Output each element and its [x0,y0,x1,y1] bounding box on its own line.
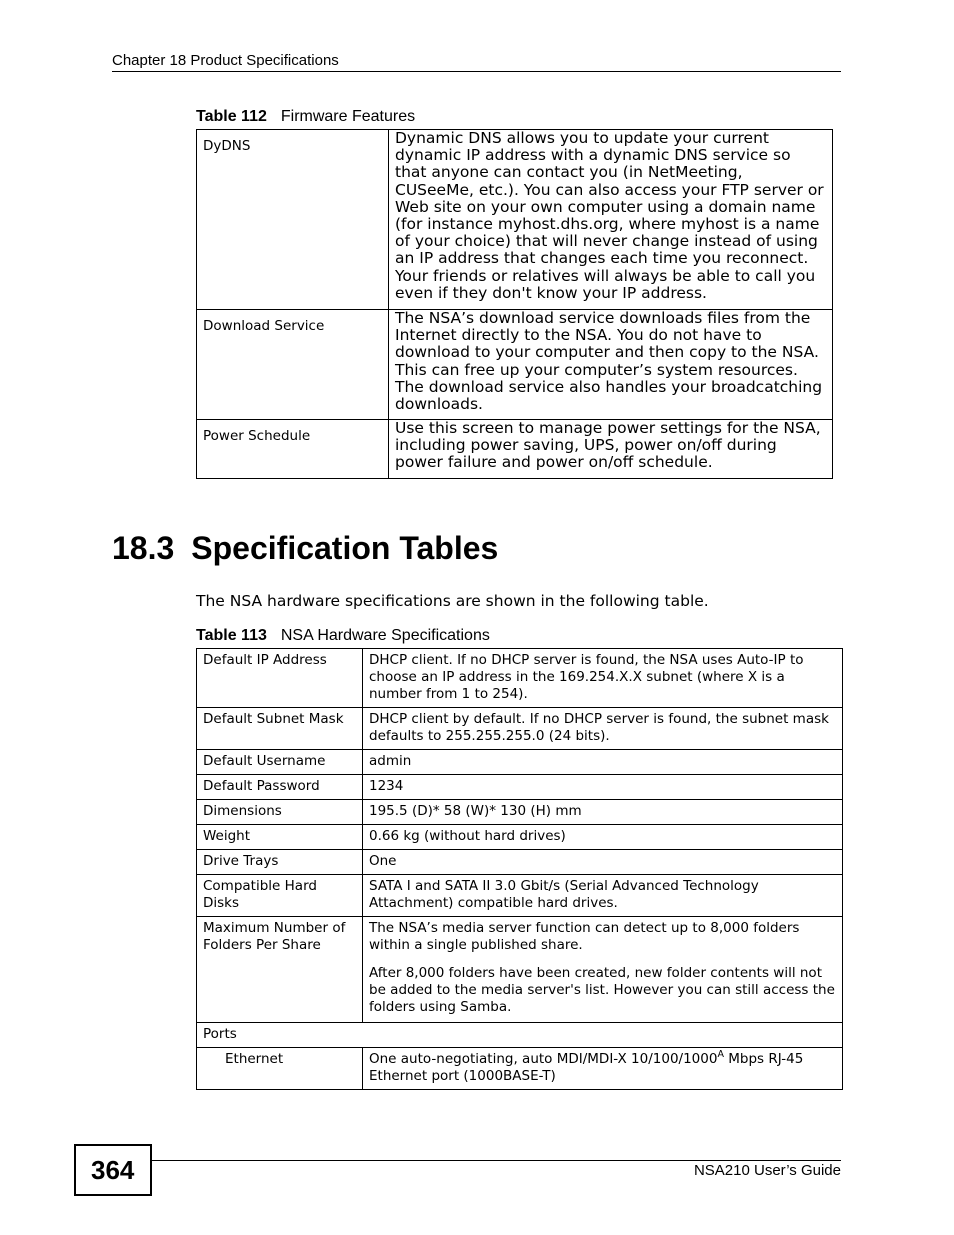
table-112-label: Table 112 [196,108,267,125]
table-row [197,775,843,800]
hardware-specifications-table [196,648,843,1090]
firmware-features-table [196,129,833,479]
table-row [197,1048,843,1090]
table-row [197,708,843,750]
table-row [197,130,833,310]
table-row [197,825,843,850]
ports-group-label: Ports [197,1023,843,1048]
ethernet-value-text: One auto-negotiating, auto MDI/MDI-X 10/100/1000 [369,1051,718,1067]
spec-name: Weight [197,825,363,850]
ethernet-value-text: Mbps RJ-45 Ethernet port (1000BASE-T) [369,1051,804,1084]
spec-value [363,1048,843,1090]
table-112-title: Firmware Features [280,108,416,125]
running-header: Chapter 18 Product Specifications [112,52,339,69]
feature-name: Power Schedule [197,420,389,479]
spec-name: Default IP Address [197,649,363,708]
footer-rule [152,1160,841,1161]
table-row [197,1023,843,1048]
spec-name: Drive Trays [197,850,363,875]
spec-value-paragraph: After 8,000 folders have been created, new folder contents will not be added to the media server's list. However you can still access the folders using Samba. [369,965,835,1015]
footer-guide-title: NSA210 User’s Guide [693,1162,841,1179]
spec-name: Compatible Hard Disks [197,875,363,917]
table-row [197,850,843,875]
table-row [197,800,843,825]
section-heading [112,530,498,567]
table-row [197,917,843,1023]
spec-name: Default Password [197,775,363,800]
spec-value: 0.66 kg (without hard drives) [363,825,843,850]
feature-description: The NSA’s download service downloads files from the Internet directly to the NSA. You do not have to download to your computer and then copy to the NSA. This can free up your computer’s system resources. The download service also handles your broadcatching downloads. [389,310,833,420]
spec-value: 1234 [363,775,843,800]
table-row [197,310,833,420]
section-number: 18.3 [112,530,175,566]
spec-name: Ethernet [197,1048,363,1090]
spec-value: DHCP client by default. If no DHCP server is found, the subnet mask defaults to 255.255.255.0 (24 bits). [363,708,843,750]
footnote-marker: A [717,1049,724,1060]
table-row [197,420,833,479]
spec-value [363,917,843,1023]
table-113-caption [196,627,490,645]
feature-description: Use this screen to manage power settings for the NSA, including power saving, UPS, power on/off during power failure and power on/off schedule. [389,420,833,479]
spec-name: Default Username [197,750,363,775]
table-112-caption [196,108,415,126]
table-row [197,875,843,917]
spec-value-paragraph: The NSA’s media server function can detect up to 8,000 folders within a single published share. [369,920,800,953]
page-number: 364 [74,1144,152,1196]
feature-name: Download Service [197,310,389,420]
table-113-label: Table 113 [196,627,267,644]
spec-name: Default Subnet Mask [197,708,363,750]
feature-name: DyDNS [197,130,389,310]
table-113-title: NSA Hardware Specifications [280,627,490,644]
header-rule [112,71,841,72]
table-row [197,750,843,775]
section-title: Specification Tables [191,530,499,566]
spec-name: Maximum Number of Folders Per Share [197,917,363,1023]
section-intro: The NSA hardware specifications are shown in the following table. [196,592,709,610]
table-row [197,649,843,708]
spec-value: One [363,850,843,875]
spec-name: Dimensions [197,800,363,825]
spec-value: admin [363,750,843,775]
spec-value: SATA I and SATA II 3.0 Gbit/s (Serial Advanced Technology Attachment) compatible hard drives. [363,875,843,917]
spec-value: DHCP client. If no DHCP server is found, the NSA uses Auto-IP to choose an IP address in the 169.254.X.X subnet (where X is a number from 1 to 254). [363,649,843,708]
spec-value: 195.5 (D)* 58 (W)* 130 (H) mm [363,800,843,825]
feature-description: Dynamic DNS allows you to update your current dynamic IP address with a dynamic DNS service so that anyone can contact you (in NetMeeting, CUSeeMe, etc.). You can also access your FTP server or Web site on your own computer using a domain name (for instance myhost.dhs.org, where myhost is a name of your choice) that will never change instead of using an IP address that changes each time you reconnect. Your friends or relatives will always be able to call you even if they don't know your IP address. [389,130,833,310]
